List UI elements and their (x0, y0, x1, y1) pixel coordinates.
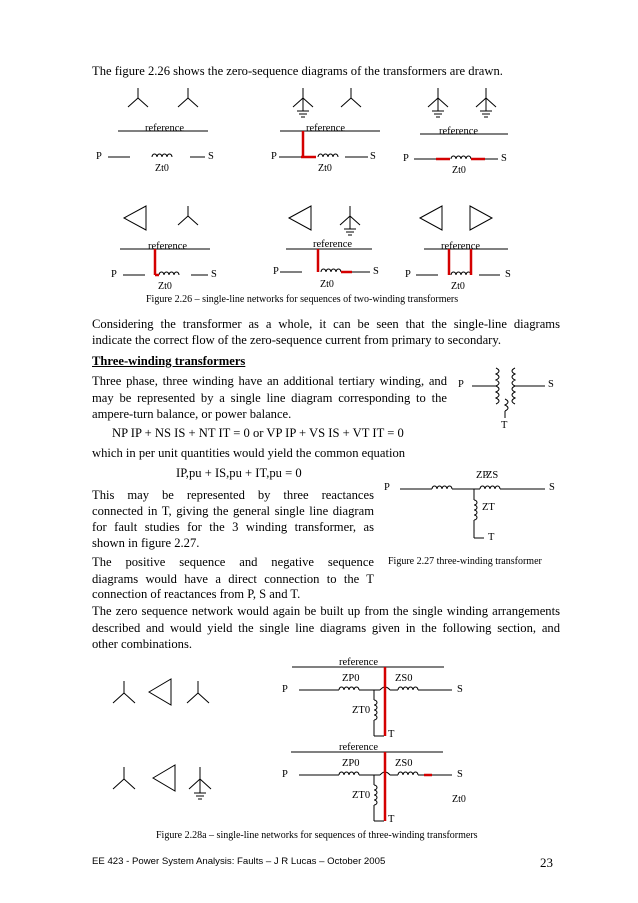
impedance-coil (374, 700, 377, 720)
p-label: P (273, 266, 279, 277)
paragraph-line: The zero sequence network would again be built up from the single winding arrangements (92, 604, 560, 618)
delta-symbol (153, 765, 175, 791)
paragraph-line: connected in T, giving the general single line diagram (92, 504, 374, 518)
grounded-star-symbol (293, 88, 313, 117)
paragraph-line: indicate the correct flow of the zero-sequence current from primary to secondary. (92, 333, 501, 347)
zt0-label: Zt0 (155, 163, 169, 174)
three-winding-symbol (472, 368, 545, 418)
zp0-label: ZP0 (342, 673, 360, 684)
delta-symbol (470, 206, 492, 230)
s-label: S (501, 153, 507, 164)
s-label: S (457, 769, 463, 780)
s-label: S (211, 269, 217, 280)
p-label: P (282, 684, 288, 695)
impedance-coil (432, 486, 452, 489)
reference-label: reference (339, 742, 379, 753)
reference-label: reference (313, 239, 353, 250)
impedance-coil (398, 772, 418, 775)
zs-label: ZS (486, 470, 499, 481)
impedance-coil (398, 687, 418, 690)
t-label: T (388, 729, 395, 740)
impedance-coil (480, 486, 500, 489)
impedance-coil (374, 785, 377, 805)
s-label: S (549, 482, 555, 493)
paragraph-line: for fault studies for the 3 winding transformer, as (92, 520, 374, 534)
t-label: T (488, 532, 495, 543)
reference-label: reference (439, 126, 479, 137)
zt0-label: ZT0 (352, 790, 371, 801)
impedance-coil (321, 269, 341, 272)
reference-label: reference (145, 123, 185, 134)
zs0-label: ZS0 (395, 673, 413, 684)
s-label: S (505, 269, 511, 280)
zt0-label: Zt0 (452, 794, 466, 805)
intro-text: The figure 2.26 shows the zero-sequence diagrams of the transformers are drawn. (92, 64, 503, 78)
reference-label: reference (306, 123, 346, 134)
figure-2-28a-caption: Figure 2.28a – single-line networks for sequences of three-winding transformers (156, 830, 478, 841)
delta-symbol (289, 206, 311, 230)
paragraph-line: which in per unit quantities would yield the common equation (92, 446, 406, 460)
s-label: S (457, 684, 463, 695)
grounded-star-symbol (476, 88, 496, 117)
impedance-coil (159, 272, 179, 275)
paragraph-line: The positive sequence and negative sequence (92, 555, 374, 569)
paragraph-line: This may be represented by three reactances (92, 488, 374, 502)
star-symbol (113, 681, 135, 703)
t-label: T (388, 814, 395, 825)
paragraph-line: shown in figure 2.27. (92, 536, 200, 550)
paragraph-line: described and would yield the single line diagrams given in the following section, and (92, 621, 560, 635)
zp-label: ZP (476, 470, 489, 481)
equation-per-unit: IP,pu + IS,pu + IT,pu = 0 (176, 466, 302, 480)
zs0-label: ZS0 (395, 758, 413, 769)
delta-symbol (149, 679, 171, 705)
impedance-coil (451, 156, 471, 159)
paragraph-line: may be represented by a single line diagram corresponding to the (92, 391, 447, 405)
zt0-label: Zt0 (320, 279, 334, 290)
delta-symbol (420, 206, 442, 230)
p-label: P (405, 269, 411, 280)
figure-2-26-caption: Figure 2.26 – single-line networks for sequences of two-winding transformers (146, 294, 459, 305)
s-label: S (373, 266, 379, 277)
paragraph-line: connection of reactances from P, S and T. (92, 587, 301, 601)
section-heading: Three-winding transformers (92, 354, 246, 368)
paragraph-line: other combinations. (92, 637, 193, 651)
paragraph-line: ampere-turn balance, or power balance. (92, 407, 292, 421)
p-label: P (96, 151, 102, 162)
s-label: S (370, 151, 376, 162)
page-number: 23 (540, 855, 553, 870)
p-label: P (384, 482, 390, 493)
zt0-label: Zt0 (451, 281, 465, 292)
star-symbol (187, 681, 209, 703)
grounded-star-symbol (189, 767, 211, 799)
zt0-label: Zt0 (318, 163, 332, 174)
star-symbol (113, 767, 135, 789)
figure-2-27-caption: Figure 2.27 three-winding transformer (388, 556, 542, 567)
fig227-network (400, 486, 545, 538)
p-label: P (111, 269, 117, 280)
p-label: P (271, 151, 277, 162)
impedance-coil (339, 687, 359, 690)
page-footer: EE 423 - Power System Analysis: Faults – J R Lucas – October 2005 (92, 856, 386, 867)
reference-label: reference (148, 241, 188, 252)
s-label: S (548, 379, 554, 390)
grounded-star-symbol (340, 206, 360, 235)
s-label: S (208, 151, 214, 162)
t-label: T (501, 420, 508, 431)
equation-ampere-turn: NP IP + NS IS + NT IT = 0 or VP IP + VS IS + VT IT = 0 (112, 426, 404, 440)
delta-symbol (124, 206, 146, 230)
paragraph-line: Three phase, three winding have an additional tertiary winding, and (92, 374, 447, 388)
impedance-coil (339, 772, 359, 775)
star-symbol (341, 88, 361, 107)
star-symbol (128, 88, 148, 107)
reference-label: reference (339, 657, 379, 668)
zp0-label: ZP0 (342, 758, 360, 769)
p-label: P (458, 379, 464, 390)
zt0-label: Zt0 (158, 281, 172, 292)
zt0-label: Zt0 (452, 165, 466, 176)
impedance-coil (152, 154, 172, 157)
p-label: P (403, 153, 409, 164)
star-symbol (178, 88, 198, 107)
paragraph-line: Considering the transformer as a whole, it can be seen that the single-line diagrams (92, 317, 560, 331)
paragraph-line: diagrams would have a direct connection to the T (92, 572, 374, 586)
star-symbol (178, 206, 198, 225)
grounded-star-symbol (428, 88, 448, 117)
zt0-label: ZT0 (352, 705, 371, 716)
impedance-coil (451, 272, 471, 275)
impedance-coil (474, 500, 477, 520)
zt-label: ZT (482, 502, 495, 513)
reference-label: reference (441, 241, 481, 252)
p-label: P (282, 769, 288, 780)
impedance-coil (318, 154, 338, 157)
